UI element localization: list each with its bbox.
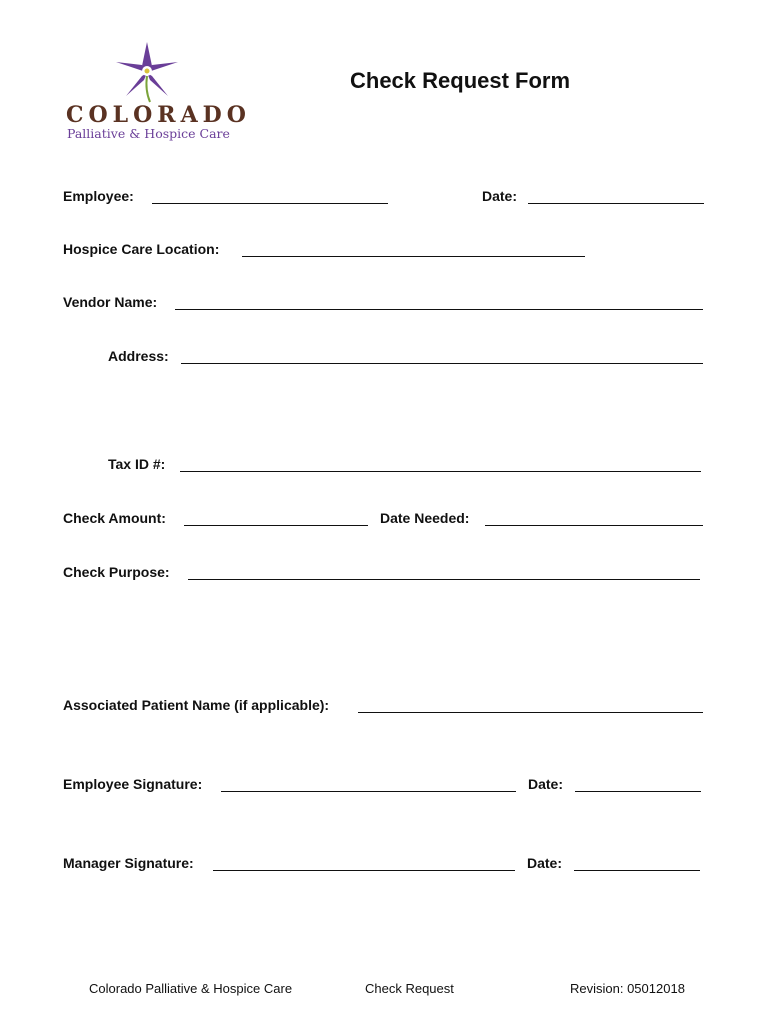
employee-signature-field[interactable] [221, 791, 516, 792]
employee-row [0, 188, 770, 208]
vendor-name-label: Vendor Name: [63, 294, 158, 310]
manager-signature-date-field[interactable] [574, 870, 700, 871]
page-title: Check Request Form [350, 68, 571, 93]
check-purpose-label: Check Purpose: [63, 564, 170, 580]
tax-id-label: Tax ID #: [108, 456, 166, 472]
employee-field[interactable] [152, 203, 388, 204]
logo-wordmark: COLORADO [66, 102, 251, 128]
logo-subtitle: Palliative & Hospice Care [67, 126, 230, 141]
vendor-name-row [0, 294, 770, 314]
footer-document-name: Check Request [365, 981, 454, 996]
date-needed-field[interactable] [485, 525, 703, 526]
hospice-location-row [0, 241, 770, 261]
employee-signature-date-field[interactable] [575, 791, 701, 792]
columbine-flower-icon [112, 40, 182, 104]
hospice-location-field[interactable] [242, 256, 585, 257]
address-row [0, 348, 770, 368]
manager-signature-label: Manager Signature: [63, 855, 194, 871]
date-needed-label: Date Needed: [380, 510, 470, 526]
employee-signature-label: Employee Signature: [63, 776, 203, 792]
manager-signature-date-label: Date: [527, 855, 563, 871]
address-field[interactable] [181, 363, 703, 364]
date-field[interactable] [528, 203, 704, 204]
tax-id-row [0, 456, 770, 476]
check-purpose-row [0, 564, 770, 584]
check-amount-row [0, 510, 770, 530]
check-purpose-field[interactable] [188, 579, 700, 580]
employee-signature-row [0, 776, 770, 796]
manager-signature-row [0, 855, 770, 875]
tax-id-field[interactable] [180, 471, 701, 472]
date-label: Date: [482, 188, 518, 204]
address-label: Address: [108, 348, 169, 364]
employee-label: Employee: [63, 188, 134, 204]
patient-name-row [0, 697, 770, 717]
vendor-name-field[interactable] [175, 309, 703, 310]
patient-name-field[interactable] [358, 712, 703, 713]
employee-signature-date-label: Date: [528, 776, 564, 792]
manager-signature-field[interactable] [213, 870, 515, 871]
hospice-location-label: Hospice Care Location: [63, 241, 220, 257]
footer-revision: Revision: 05012018 [570, 981, 685, 996]
footer-organization: Colorado Palliative & Hospice Care [89, 981, 293, 996]
check-amount-field[interactable] [184, 525, 368, 526]
check-amount-label: Check Amount: [63, 510, 166, 526]
organization-logo [62, 40, 251, 150]
patient-name-label: Associated Patient Name (if applicable): [63, 697, 330, 713]
